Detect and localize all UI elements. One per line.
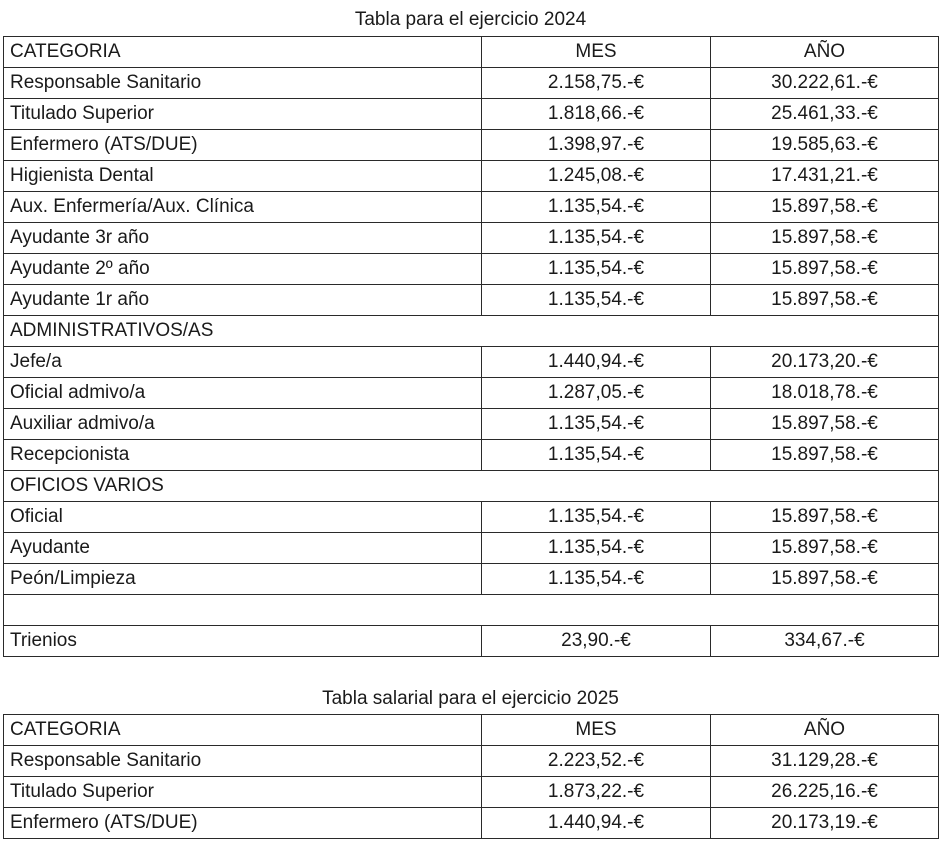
mes-cell: 1.818,66.-€ bbox=[482, 99, 711, 130]
mes-cell: 1.873,22.-€ bbox=[482, 777, 711, 808]
table-row bbox=[4, 378, 939, 409]
mes-cell: 1.245,08.-€ bbox=[482, 161, 711, 192]
table-row bbox=[4, 502, 939, 533]
table-row bbox=[4, 285, 939, 316]
category-cell: Oficial admivo/a bbox=[4, 378, 482, 409]
header-categoria: CATEGORIA bbox=[4, 715, 482, 746]
header-ano: AÑO bbox=[711, 715, 939, 746]
ano-cell: 15.897,58.-€ bbox=[711, 440, 939, 471]
header-categoria: CATEGORIA bbox=[4, 37, 482, 68]
mes-cell: 23,90.-€ bbox=[482, 626, 711, 657]
category-cell: Trienios bbox=[4, 626, 482, 657]
mes-cell: 1.135,54.-€ bbox=[482, 440, 711, 471]
ano-cell: 15.897,58.-€ bbox=[711, 254, 939, 285]
category-cell: Responsable Sanitario bbox=[4, 746, 482, 777]
salary-table-2024 bbox=[3, 36, 939, 657]
table-row bbox=[4, 409, 939, 440]
section-row bbox=[4, 316, 939, 347]
table-row bbox=[4, 746, 939, 777]
category-cell: Auxiliar admivo/a bbox=[4, 409, 482, 440]
section-row bbox=[4, 471, 939, 502]
ano-cell: 15.897,58.-€ bbox=[711, 192, 939, 223]
ano-cell: 18.018,78.-€ bbox=[711, 378, 939, 409]
blank-row bbox=[4, 595, 939, 626]
section-heading: ADMINISTRATIVOS/AS bbox=[4, 316, 939, 347]
table-row bbox=[4, 192, 939, 223]
table-row bbox=[4, 254, 939, 285]
ano-cell: 26.225,16.-€ bbox=[711, 777, 939, 808]
table-row bbox=[4, 223, 939, 254]
ano-cell: 17.431,21.-€ bbox=[711, 161, 939, 192]
mes-cell: 1.440,94.-€ bbox=[482, 808, 711, 839]
category-cell: Enfermero (ATS/DUE) bbox=[4, 808, 482, 839]
ano-cell: 25.461,33.-€ bbox=[711, 99, 939, 130]
table-row bbox=[4, 68, 939, 99]
mes-cell: 1.135,54.-€ bbox=[482, 223, 711, 254]
mes-cell: 1.287,05.-€ bbox=[482, 378, 711, 409]
mes-cell: 1.135,54.-€ bbox=[482, 254, 711, 285]
category-cell: Ayudante bbox=[4, 533, 482, 564]
category-cell: Ayudante 3r año bbox=[4, 223, 482, 254]
blank-cell bbox=[4, 595, 939, 626]
ano-cell: 19.585,63.-€ bbox=[711, 130, 939, 161]
ano-cell: 20.173,19.-€ bbox=[711, 808, 939, 839]
ano-cell: 15.897,58.-€ bbox=[711, 533, 939, 564]
ano-cell: 15.897,58.-€ bbox=[711, 564, 939, 595]
table-2024-caption: Tabla para el ejercicio 2024 bbox=[354, 9, 587, 30]
ano-cell: 30.222,61.-€ bbox=[711, 68, 939, 99]
mes-cell: 1.398,97.-€ bbox=[482, 130, 711, 161]
table-row bbox=[4, 626, 939, 657]
mes-cell: 1.440,94.-€ bbox=[482, 347, 711, 378]
ano-cell: 15.897,58.-€ bbox=[711, 223, 939, 254]
table-row bbox=[4, 161, 939, 192]
category-cell: Oficial bbox=[4, 502, 482, 533]
category-cell: Titulado Superior bbox=[4, 777, 482, 808]
category-cell: Recepcionista bbox=[4, 440, 482, 471]
table-row bbox=[4, 777, 939, 808]
table-row bbox=[4, 564, 939, 595]
category-cell: Jefe/a bbox=[4, 347, 482, 378]
category-cell: Titulado Superior bbox=[4, 99, 482, 130]
header-mes: MES bbox=[482, 37, 711, 68]
ano-cell: 15.897,58.-€ bbox=[711, 285, 939, 316]
mes-cell: 1.135,54.-€ bbox=[482, 409, 711, 440]
category-cell: Ayudante 2º año bbox=[4, 254, 482, 285]
mes-cell: 1.135,54.-€ bbox=[482, 533, 711, 564]
mes-cell: 1.135,54.-€ bbox=[482, 564, 711, 595]
ano-cell: 334,67.-€ bbox=[711, 626, 939, 657]
header-row bbox=[4, 715, 939, 746]
section-heading: OFICIOS VARIOS bbox=[4, 471, 939, 502]
ano-cell: 31.129,28.-€ bbox=[711, 746, 939, 777]
mes-cell: 2.223,52.-€ bbox=[482, 746, 711, 777]
category-cell: Aux. Enfermería/Aux. Clínica bbox=[4, 192, 482, 223]
ano-cell: 15.897,58.-€ bbox=[711, 502, 939, 533]
table-row bbox=[4, 347, 939, 378]
ano-cell: 15.897,58.-€ bbox=[711, 409, 939, 440]
mes-cell: 2.158,75.-€ bbox=[482, 68, 711, 99]
ano-cell: 20.173,20.-€ bbox=[711, 347, 939, 378]
table-row bbox=[4, 533, 939, 564]
header-mes: MES bbox=[482, 715, 711, 746]
mes-cell: 1.135,54.-€ bbox=[482, 285, 711, 316]
table-row bbox=[4, 130, 939, 161]
category-cell: Ayudante 1r año bbox=[4, 285, 482, 316]
table-row bbox=[4, 440, 939, 471]
category-cell: Higienista Dental bbox=[4, 161, 482, 192]
salary-table-2025 bbox=[3, 714, 939, 839]
category-cell: Responsable Sanitario bbox=[4, 68, 482, 99]
header-row bbox=[4, 37, 939, 68]
category-cell: Enfermero (ATS/DUE) bbox=[4, 130, 482, 161]
table-2025-caption: Tabla salarial para el ejercicio 2025 bbox=[322, 688, 619, 709]
table-row bbox=[4, 99, 939, 130]
mes-cell: 1.135,54.-€ bbox=[482, 502, 711, 533]
header-ano: AÑO bbox=[711, 37, 939, 68]
mes-cell: 1.135,54.-€ bbox=[482, 192, 711, 223]
table-row bbox=[4, 808, 939, 839]
category-cell: Peón/Limpieza bbox=[4, 564, 482, 595]
